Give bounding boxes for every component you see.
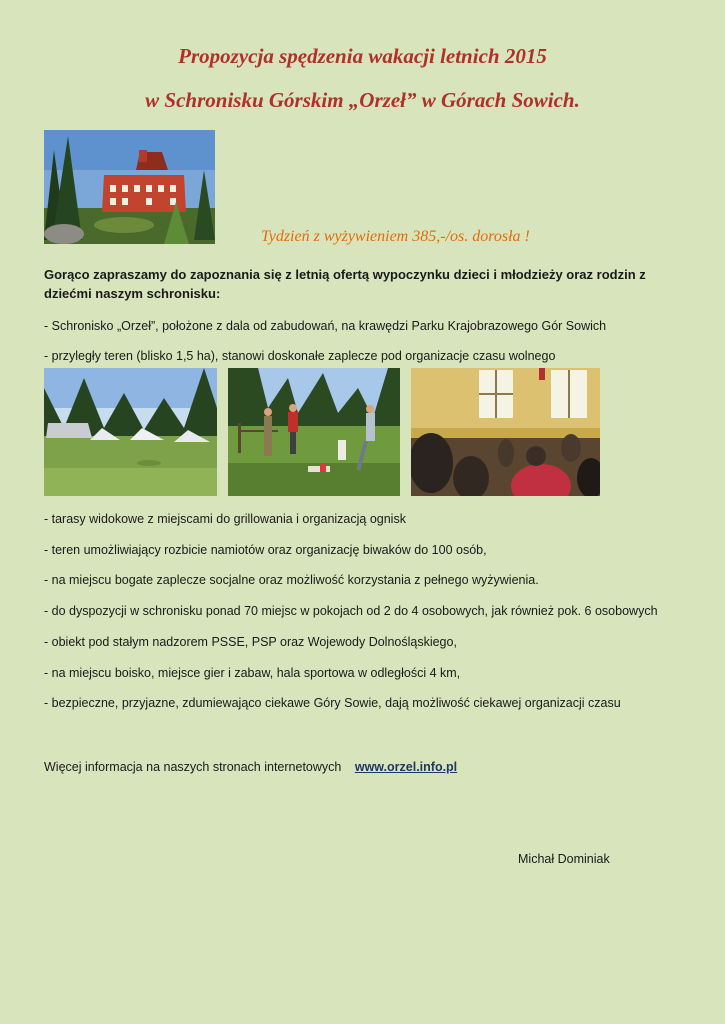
group-activity-photo xyxy=(228,368,400,496)
intro-paragraph: Gorąco zapraszamy do zapoznania się z letnią ofertą wypoczynku dzieci i młodzieży oraz rodzin z dziećmi naszym schronisku: xyxy=(44,267,646,301)
title-line-1: Propozycja spędzenia wakacji letnich 2015 xyxy=(178,44,547,68)
signature: Michał Dominiak xyxy=(518,852,610,866)
bullet-item: - do dyspozycji w schronisku ponad 70 miejsc w pokojach od 2 do 4 osobowych, jak również pok. 6 osobowych xyxy=(44,604,658,618)
more-info-line xyxy=(44,760,457,774)
bullet-item: - tarasy widokowe z miejscami do grillowania i organizacją ognisk xyxy=(44,512,406,526)
bullet-item: - obiekt pod stałym nadzorem PSSE, PSP oraz Wojewody Dolnośląskiego, xyxy=(44,635,457,649)
bullet-item: - na miejscu bogate zaplecze socjalne oraz możliwość korzystania z pełnego wyżywienia. xyxy=(44,573,539,587)
tents-meadow-photo xyxy=(44,368,217,496)
hall-workshop-photo xyxy=(411,368,600,496)
price-line: Tydzień z wyżywieniem 385,-/os. dorosła ! xyxy=(261,228,530,245)
website-link[interactable]: www.orzel.info.pl xyxy=(354,760,458,774)
bullet-item: - bezpieczne, przyjazne, zdumiewająco ciekawe Góry Sowie, dają możliwość ciekawej organizacji czasu xyxy=(44,696,621,710)
bullet-item: - teren umożliwiający rozbicie namiotów oraz organizację biwaków do 100 osób, xyxy=(44,543,487,557)
bullet-item: - przyległy teren (blisko 1,5 ha), stanowi doskonałe zaplecze pod organizacje czasu wolnego xyxy=(44,349,556,363)
bullet-item: - na miejscu boisko, miejsce gier i zabaw, hala sportowa w odległości 4 km, xyxy=(44,666,461,680)
title-line-2: w Schronisku Górskim „Orzeł” w Górach Sowich. xyxy=(145,88,580,112)
hostel-photo xyxy=(44,130,215,244)
more-info-text: Więcej informacja na naszych stronach internetowych xyxy=(44,760,342,774)
bullet-item: - Schronisko „Orzeł”, położone z dala od zabudowań, na krawędzi Parku Krajobrazowego Gór Sowich xyxy=(44,319,607,333)
